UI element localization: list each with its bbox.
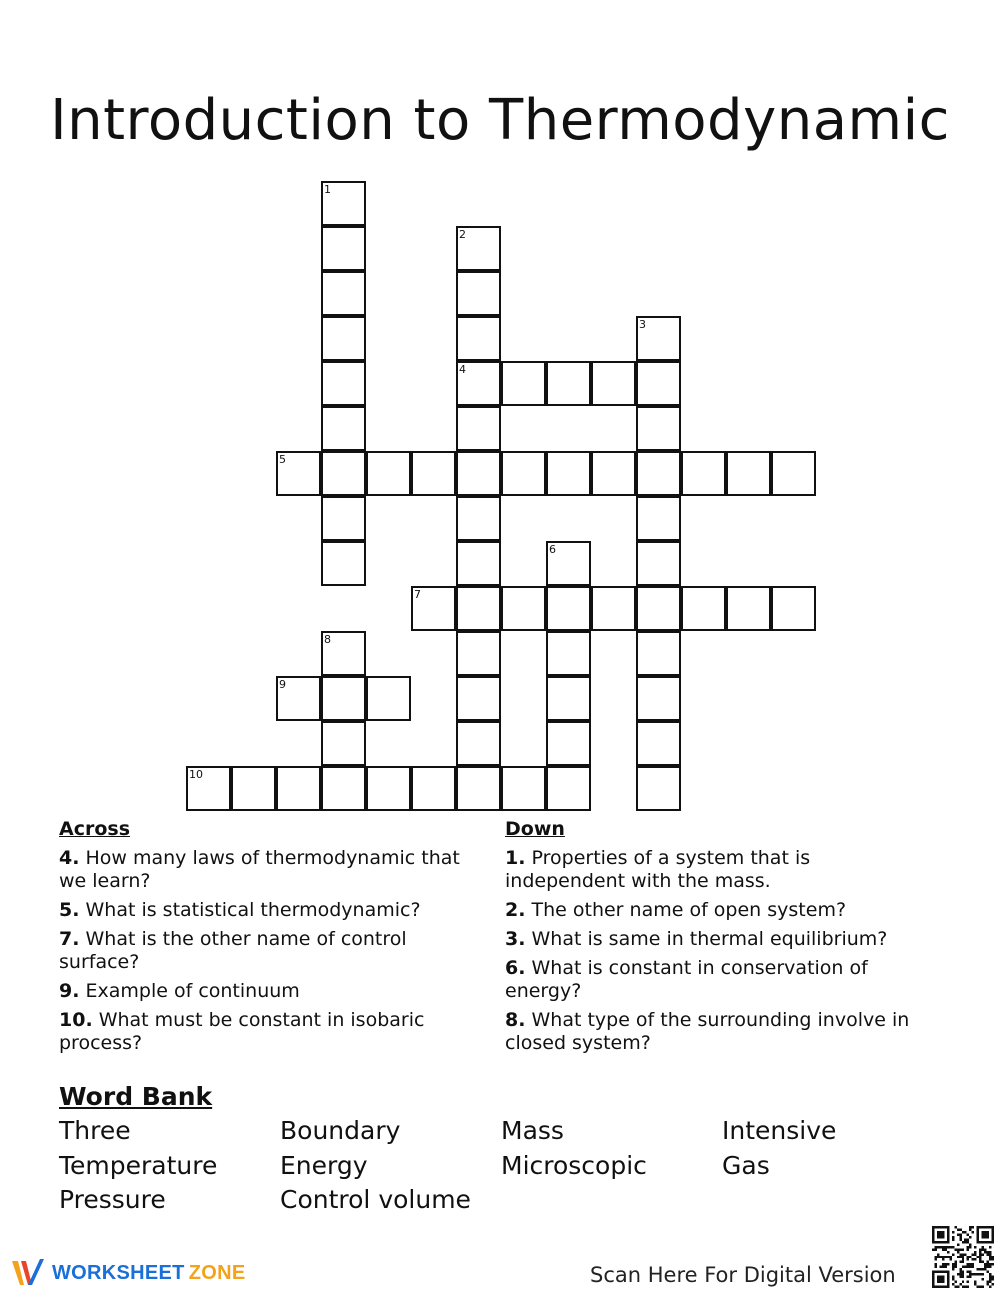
clue-text: Properties of a system that is independent with the mass. (505, 847, 811, 892)
grid-cell[interactable] (321, 766, 366, 811)
grid-cell[interactable] (321, 721, 366, 766)
clue-number-label: 1 (324, 183, 331, 196)
grid-cell[interactable] (546, 451, 591, 496)
grid-cell[interactable] (636, 451, 681, 496)
logo-text (52, 1262, 245, 1285)
clue-number: 7. (59, 928, 80, 950)
grid-cell[interactable] (591, 361, 636, 406)
clue-number: 3. (505, 928, 526, 950)
grid-cell[interactable] (321, 361, 366, 406)
word-bank-item: Mass (501, 1116, 564, 1145)
grid-cell[interactable] (366, 766, 411, 811)
grid-cell[interactable] (636, 721, 681, 766)
grid-cell[interactable] (546, 586, 591, 631)
clue-text: What is same in thermal equilibrium? (525, 928, 888, 950)
word-bank-item: Gas (722, 1150, 770, 1180)
clue-number-label: 10 (189, 768, 203, 781)
grid-cell[interactable] (321, 496, 366, 541)
clue-number: 5. (59, 899, 80, 921)
grid-cell[interactable] (456, 406, 501, 451)
clue-number-label: 8 (324, 633, 331, 646)
clue-number: 8. (505, 1009, 526, 1031)
clue-number-label: 6 (549, 543, 556, 556)
clue-text: The other name of open system? (525, 899, 847, 921)
grid-cell[interactable] (636, 406, 681, 451)
grid-cell[interactable] (681, 586, 726, 631)
grid-cell[interactable] (636, 631, 681, 676)
grid-cell[interactable] (771, 451, 816, 496)
grid-cell[interactable] (636, 766, 681, 811)
word-bank-item: Energy (280, 1150, 368, 1180)
word-bank-item: Temperature (59, 1150, 218, 1180)
clue-across (59, 1009, 469, 1055)
clue-number-label: 2 (459, 228, 466, 241)
clue-text: What is the other name of control surface? (59, 928, 407, 973)
grid-cell[interactable] (321, 406, 366, 451)
grid-cell[interactable] (546, 631, 591, 676)
clue-number: 1. (505, 847, 526, 869)
grid-cell[interactable] (411, 451, 456, 496)
grid-cell[interactable] (366, 451, 411, 496)
clue-text: What type of the surrounding involve in closed system? (505, 1009, 910, 1054)
across-clues (59, 818, 469, 1061)
clue-down (505, 847, 930, 893)
grid-cell[interactable] (771, 586, 816, 631)
grid-cell[interactable] (456, 631, 501, 676)
clue-text: Example of continuum (79, 980, 300, 1002)
clue-number-label: 7 (414, 588, 421, 601)
grid-cell[interactable] (456, 316, 501, 361)
grid-cell[interactable] (501, 766, 546, 811)
grid-cell[interactable] (546, 766, 591, 811)
clue-down (505, 899, 930, 922)
grid-cell[interactable] (456, 586, 501, 631)
grid-cell[interactable] (546, 676, 591, 721)
grid-cell[interactable] (726, 451, 771, 496)
clue-number: 4. (59, 847, 80, 869)
logo-text-zone: ZONE (188, 1261, 246, 1284)
word-bank-item: Boundary (280, 1116, 401, 1145)
word-bank-item: Control volume (280, 1185, 471, 1214)
grid-cell[interactable] (321, 541, 366, 586)
grid-cell[interactable] (321, 451, 366, 496)
down-clues (505, 818, 930, 1061)
grid-cell[interactable] (321, 226, 366, 271)
qr-code-icon[interactable] (932, 1226, 994, 1288)
grid-cell[interactable] (636, 676, 681, 721)
word-bank-heading: Word Bank (59, 1082, 213, 1111)
clue-across (59, 899, 469, 922)
clue-across (59, 980, 469, 1003)
grid-cell[interactable] (456, 271, 501, 316)
word-bank-item: Microscopic (501, 1150, 647, 1180)
clue-text: How many laws of thermodynamic that we learn? (59, 847, 460, 892)
grid-cell[interactable] (366, 676, 411, 721)
grid-cell[interactable] (636, 541, 681, 586)
grid-cell[interactable] (726, 586, 771, 631)
grid-cell[interactable] (546, 721, 591, 766)
word-bank-item: Intensive (722, 1116, 837, 1145)
clue-across (59, 847, 469, 893)
grid-cell[interactable] (456, 541, 501, 586)
clue-number-label: 9 (279, 678, 286, 691)
clue-number-label: 4 (459, 363, 466, 376)
clue-across (59, 928, 469, 974)
grid-cell[interactable] (456, 451, 501, 496)
word-bank-item: Three (59, 1116, 131, 1145)
grid-cell[interactable] (546, 361, 591, 406)
grid-cell[interactable] (591, 451, 636, 496)
word-bank-item: Pressure (59, 1185, 166, 1214)
clue-number: 9. (59, 980, 80, 1002)
grid-cell[interactable] (276, 766, 321, 811)
grid-cell[interactable] (456, 676, 501, 721)
grid-cell[interactable] (501, 586, 546, 631)
page-title: Introduction to Thermodynamic (50, 88, 950, 153)
grid-cell[interactable] (321, 676, 366, 721)
grid-cell[interactable] (636, 361, 681, 406)
grid-cell[interactable] (321, 316, 366, 361)
clue-down (505, 1009, 930, 1055)
grid-cell[interactable] (456, 766, 501, 811)
grid-cell[interactable] (591, 586, 636, 631)
grid-cell[interactable] (501, 361, 546, 406)
grid-cell[interactable] (501, 451, 546, 496)
clue-number: 6. (505, 957, 526, 979)
grid-cell[interactable] (456, 496, 501, 541)
clue-number: 10. (59, 1009, 93, 1031)
down-heading: Down (505, 818, 565, 840)
clue-number: 2. (505, 899, 526, 921)
grid-cell[interactable] (321, 271, 366, 316)
clue-text: What is constant in conservation of energy? (505, 957, 868, 1002)
grid-cell[interactable] (681, 451, 726, 496)
clue-number-label: 5 (279, 453, 286, 466)
grid-cell[interactable] (231, 766, 276, 811)
grid-cell[interactable] (636, 496, 681, 541)
word-bank (59, 1116, 943, 1220)
clue-down (505, 957, 930, 1003)
across-heading: Across (59, 818, 131, 840)
logo-icon (10, 1257, 46, 1289)
clue-down (505, 928, 930, 951)
scan-caption: Scan Here For Digital Version (590, 1263, 896, 1287)
grid-cell[interactable] (636, 586, 681, 631)
grid-cell[interactable] (411, 766, 456, 811)
worksheet-zone-logo[interactable] (10, 1255, 245, 1291)
clue-number-label: 3 (639, 318, 646, 331)
clue-text: What is statistical thermodynamic? (79, 899, 421, 921)
clue-text: What must be constant in isobaric process? (59, 1009, 425, 1054)
logo-text-worksheet: WORKSHEET (52, 1261, 185, 1284)
grid-cell[interactable] (456, 721, 501, 766)
